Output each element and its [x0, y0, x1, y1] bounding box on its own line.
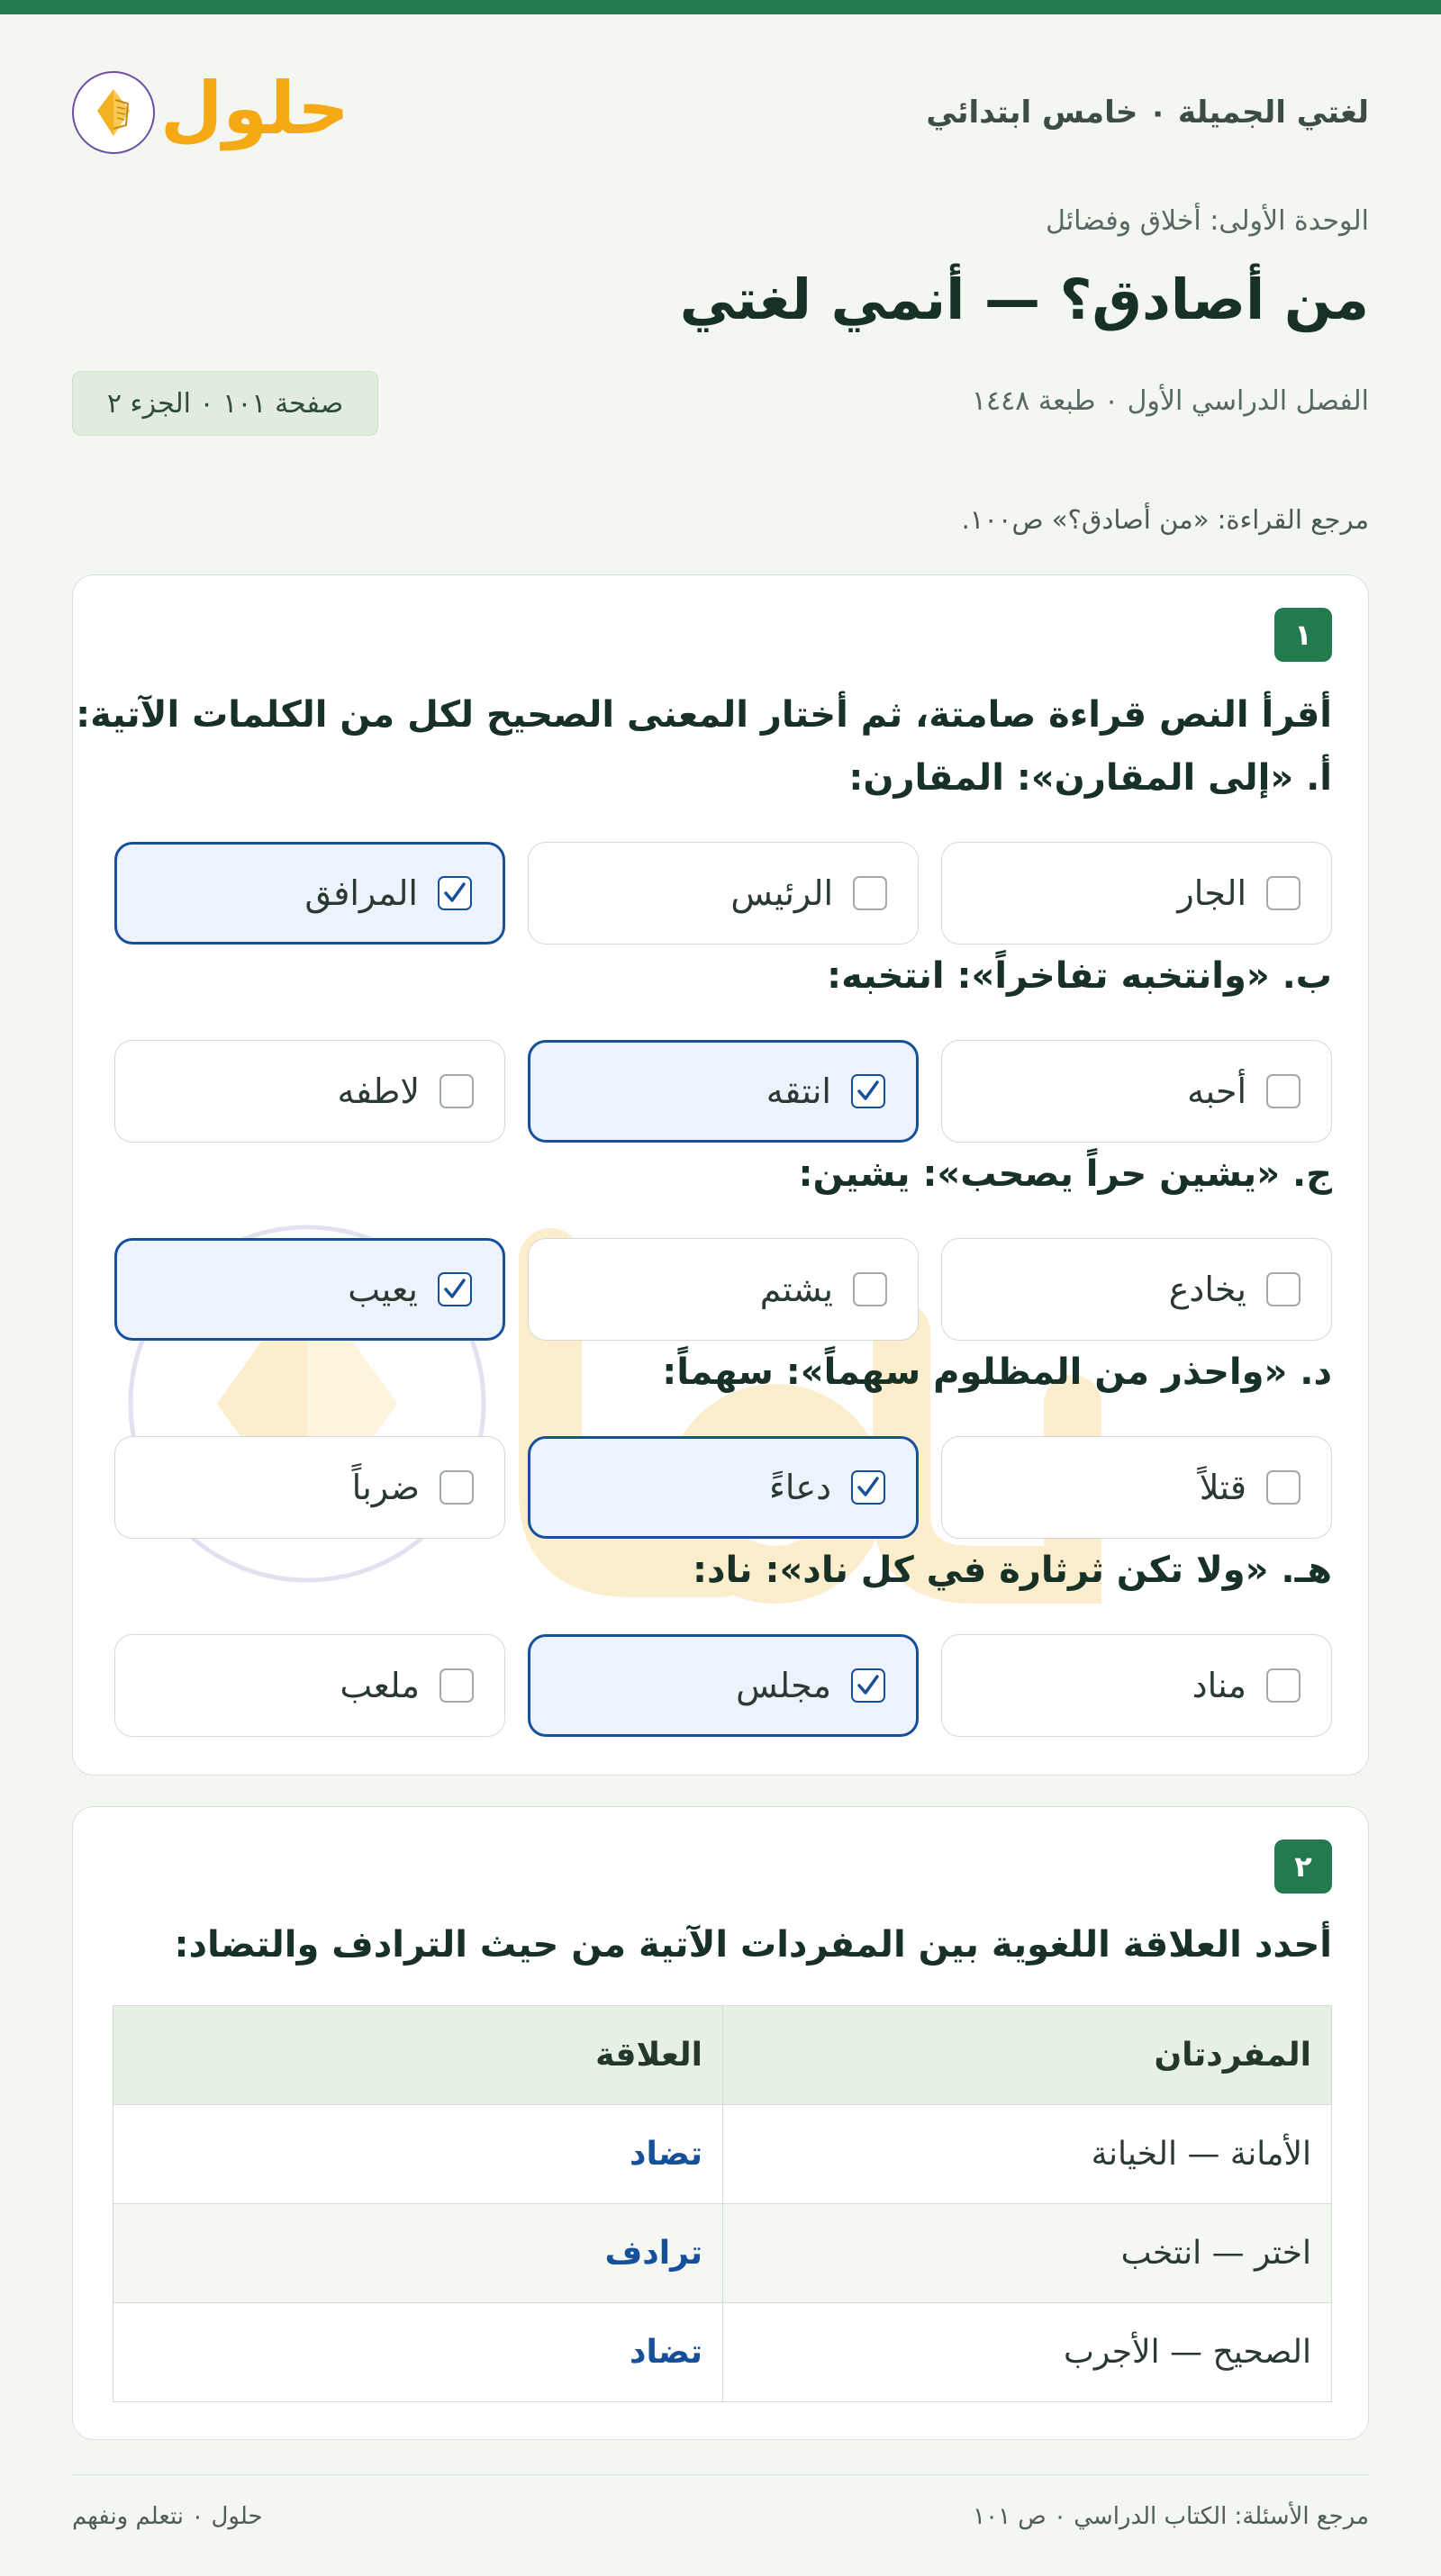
- sub-question-d: د. «واحذر من المظلوم سهماً»: سهماً:: [662, 1351, 1332, 1393]
- table-row: [113, 2105, 1332, 2204]
- checkbox-icon[interactable]: [440, 1668, 474, 1703]
- option-d-3[interactable]: [114, 1436, 505, 1539]
- checkbox-checked-icon[interactable]: [438, 876, 472, 910]
- option-b-1[interactable]: [941, 1040, 1332, 1143]
- book-title: لغتي الجميلة ٠ خامس ابتدائي: [926, 95, 1369, 131]
- option-label: يشتم: [759, 1270, 833, 1309]
- page-header: [72, 63, 1369, 162]
- option-label: يعيب: [348, 1270, 418, 1309]
- sub-question-a: أ. «إلى المقارن»: المقارن:: [848, 757, 1332, 799]
- relation-cell: تضاد: [113, 2303, 723, 2402]
- option-label: يخادع: [1168, 1270, 1246, 1309]
- table-row: [113, 2204, 1332, 2303]
- question-card-2: [72, 1806, 1369, 2440]
- option-c-2[interactable]: [528, 1238, 919, 1341]
- unit-title: الوحدة الأولى: أخلاق وفضائل: [1046, 205, 1369, 237]
- option-b-3[interactable]: [114, 1040, 505, 1143]
- semester-info: الفصل الدراسي الأول ٠ طبعة ١٤٤٨: [971, 385, 1369, 417]
- checkbox-checked-icon[interactable]: [851, 1470, 885, 1505]
- option-label: دعاءً: [768, 1468, 831, 1507]
- option-label: مجلس: [736, 1666, 831, 1705]
- table-row: [113, 2303, 1332, 2402]
- footer-brand[interactable]: حلول ٠ نتعلم ونفهم: [72, 2503, 263, 2530]
- option-e-2[interactable]: [528, 1634, 919, 1737]
- reading-reference: مرجع القراءة: «من أصادق؟» ص١٠٠.: [961, 504, 1369, 535]
- page-badge: صفحة ١٠١ ٠ الجزء ٢: [72, 371, 378, 436]
- question-card-1: [72, 574, 1369, 1776]
- option-d-1[interactable]: [941, 1436, 1332, 1539]
- book-seal-icon: [72, 71, 155, 154]
- option-a-1[interactable]: [941, 842, 1332, 945]
- question-2-text: أحدد العلاقة اللغوية بين المفردات الآتية من حيث الترادف والتضاد:: [174, 1924, 1332, 1966]
- option-label: الجار: [1177, 873, 1246, 913]
- checkbox-icon[interactable]: [440, 1470, 474, 1505]
- words-cell: اختر — انتخب: [723, 2204, 1332, 2303]
- checkbox-icon[interactable]: [1266, 1668, 1301, 1703]
- logo-wordmark: حلول: [160, 67, 349, 150]
- checkbox-checked-icon[interactable]: [851, 1074, 885, 1108]
- option-a-3[interactable]: [114, 842, 505, 945]
- table-header-row: [113, 2006, 1332, 2105]
- question-number-badge: ١: [1274, 608, 1332, 662]
- top-accent-bar: [0, 0, 1441, 14]
- column-header-relation: العلاقة: [113, 2006, 723, 2105]
- checkbox-icon[interactable]: [1266, 1074, 1301, 1108]
- option-label: أحبه: [1187, 1071, 1246, 1111]
- checkbox-checked-icon[interactable]: [851, 1668, 885, 1703]
- option-e-1[interactable]: [941, 1634, 1332, 1737]
- footer-divider: [72, 2474, 1369, 2475]
- option-c-1[interactable]: [941, 1238, 1332, 1341]
- checkbox-checked-icon[interactable]: [438, 1272, 472, 1306]
- checkbox-icon[interactable]: [1266, 1272, 1301, 1306]
- relations-table: [113, 2005, 1332, 2402]
- option-label: الرئيس: [730, 873, 833, 913]
- checkbox-icon[interactable]: [1266, 1470, 1301, 1505]
- option-label: انتقه: [766, 1071, 831, 1111]
- words-cell: الصحيح — الأجرب: [723, 2303, 1332, 2402]
- option-d-2[interactable]: [528, 1436, 919, 1539]
- checkbox-icon[interactable]: [853, 876, 887, 910]
- checkbox-icon[interactable]: [853, 1272, 887, 1306]
- question-1-text: أقرأ النص قراءة صامتة، ثم أختار المعنى الصحيح لكل من الكلمات الآتية:: [76, 694, 1332, 736]
- option-b-2[interactable]: [528, 1040, 919, 1143]
- footer-source: مرجع الأسئلة: الكتاب الدراسي ٠ ص ١٠١: [973, 2503, 1369, 2530]
- sub-question-c: ج. «يشين حراً يصحب»: يشين:: [798, 1153, 1332, 1195]
- checkbox-icon[interactable]: [440, 1074, 474, 1108]
- relation-cell: ترادف: [113, 2204, 723, 2303]
- option-e-3[interactable]: [114, 1634, 505, 1737]
- option-label: مناد: [1192, 1666, 1246, 1705]
- option-label: المرافق: [304, 873, 418, 913]
- option-label: قتلاً: [1199, 1468, 1246, 1507]
- sub-question-b: ب. «وانتخبه تفاخراً»: انتخبه:: [827, 955, 1332, 997]
- question-number-badge: ٢: [1274, 1839, 1332, 1894]
- site-logo[interactable]: [72, 67, 349, 154]
- option-label: لاطفه: [337, 1071, 420, 1111]
- words-cell: الأمانة — الخيانة: [723, 2105, 1332, 2204]
- sub-question-e: هـ. «ولا تكن ثرثارة في كل ناد»: ناد:: [692, 1550, 1332, 1591]
- option-label: ضرباً: [351, 1468, 420, 1507]
- option-a-2[interactable]: [528, 842, 919, 945]
- column-header-words: المفردتان: [723, 2006, 1332, 2105]
- option-label: ملعب: [340, 1666, 420, 1705]
- checkbox-icon[interactable]: [1266, 876, 1301, 910]
- page-title: من أصادق؟ — أنمي لغتي: [679, 267, 1369, 332]
- relation-cell: تضاد: [113, 2105, 723, 2204]
- option-c-3[interactable]: [114, 1238, 505, 1341]
